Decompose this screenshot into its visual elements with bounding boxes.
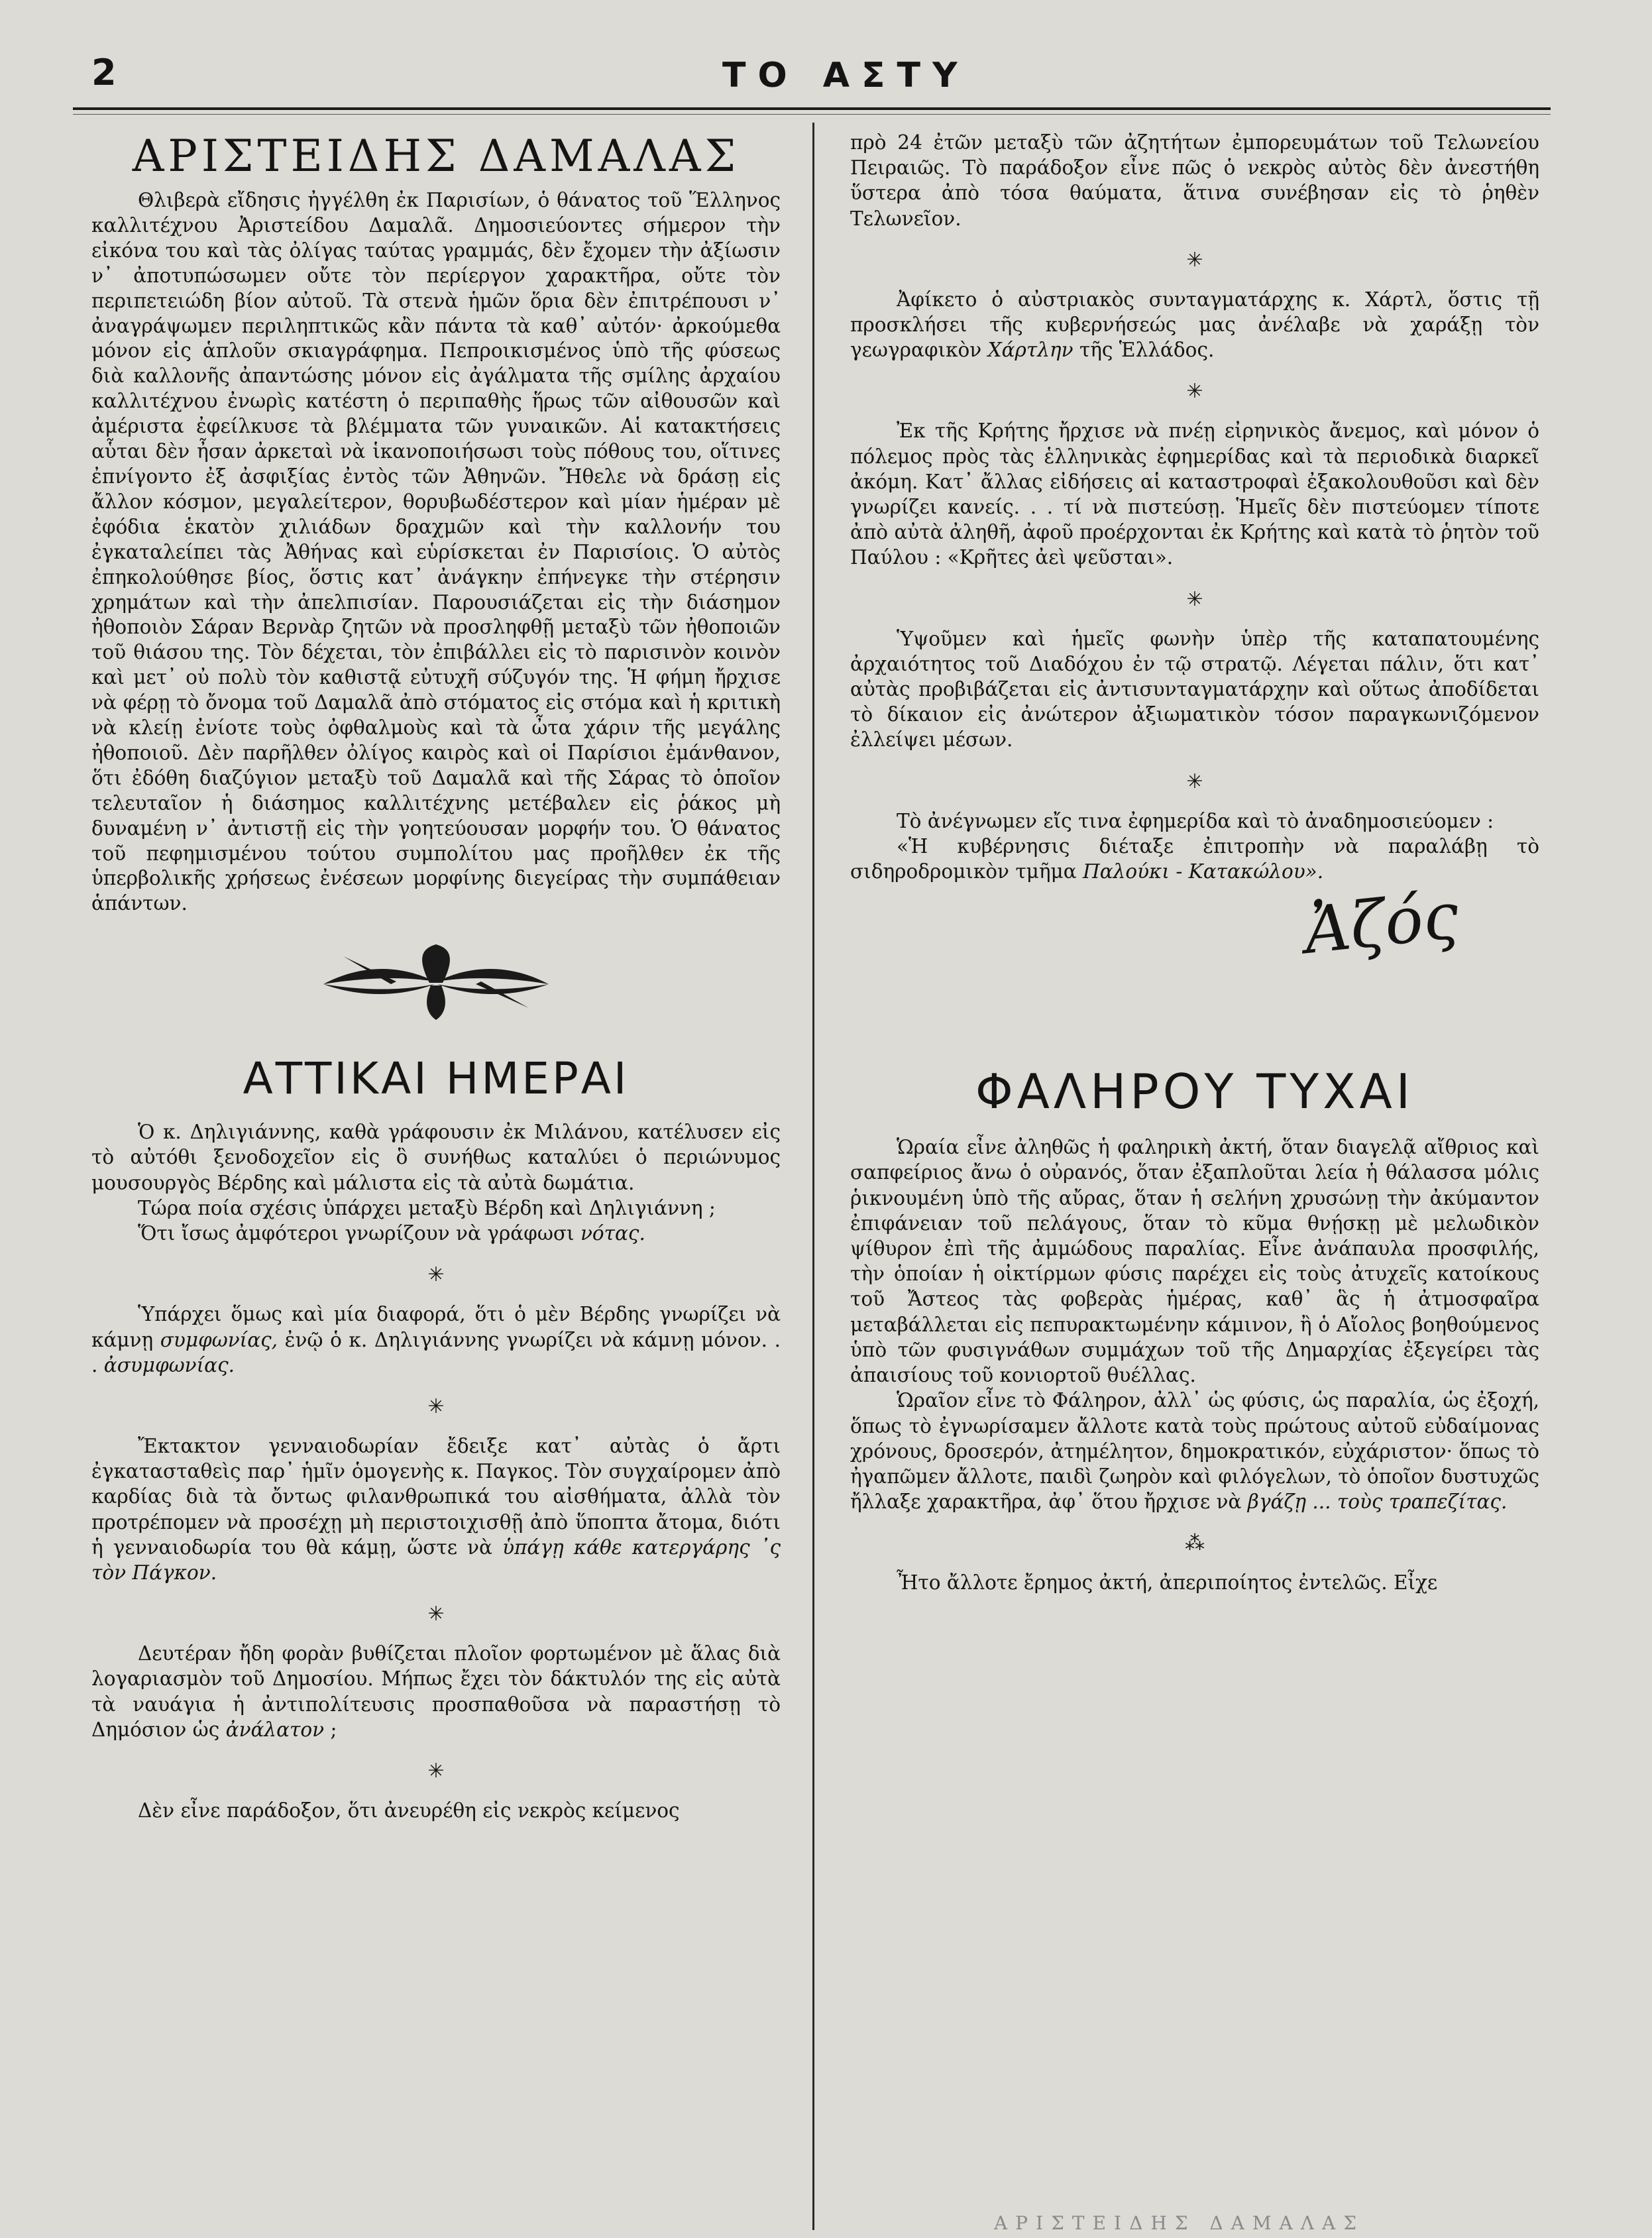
paragraph-notes: Ὅτι ἴσως ἀμφότεροι γνωρίζουν νὰ γράφωσι νότας. xyxy=(138,1222,645,1245)
asterisk-icon: ✳ xyxy=(427,1394,445,1418)
feather-ornament-icon xyxy=(317,943,555,1023)
paragraph-reprint: Τὸ ἀνέγνωμεν εἴς τινα ἐφημερίδα καὶ τὸ ἀναδημοσιεύομεν : xyxy=(897,809,1494,832)
paragraph-deligiannis: Ὁ κ. Δηλιγιάννης, καθὰ γράφουσιν ἐκ Μιλάνου, κατέλυσεν εἰς τὸ αὐτόθι ξενοδοχεῖον εἰς ὃ συνήθως καταλύει ὁ περιώνυμος μουσουργὸς Βέρδης καὶ μάλιστα εἰς τὰ αὐτὰ δωμάτια. xyxy=(91,1121,781,1194)
paragraph-crete: Ἐκ τῆς Κρήτης ἤρχισε νὰ πνέῃ εἰρηνικὸς ἄνεμος, καὶ μόνον ὁ πόλεμος πρὸς τὰς ἑλληνικὰς ἐφημερίδας καὶ τὰ περιοδικὰ διαρκεῖ ἀκόμη. Κατ᾽ ἄλλας εἰδήσεις αἱ καταστροφαὶ ἐξακολουθοῦσι καὶ δὲν γνωρίζει κανείς. . . τί νὰ πιστεύσῃ. Ἡμεῖς δὲν πιστεύομεν τίποτε ἀπὸ αὐτὰ ἀληθῆ, ἀφοῦ προέρχονται ἐκ Κρήτης καὶ κατὰ τὸ ῥητὸν τοῦ Παύλου : «Κρῆτες ἀεὶ ψεῦσται». xyxy=(850,420,1539,569)
show-through-text: ΑΡΙΣΤΕΙΔΗΣ ΔΑΜΑΛΑΣ xyxy=(994,2212,1364,2234)
italic-notes: νότας. xyxy=(580,1222,645,1245)
article-heading-damalas: ΑΡΙΣΤΕΙΔΗΣ ΔΑΜΑΛΑΣ xyxy=(132,131,740,182)
paragraph-railway-quote: «Ἡ κυβέρνησις διέταξε ἐπιτροπὴν νὰ παραλάβῃ τὸ σιδηροδρομικὸν τμῆμα Παλούκι - Κατακώλου». xyxy=(850,834,1539,883)
asterisk-icon: ✳ xyxy=(427,1602,445,1626)
paragraph-pangos: Ἔκτακτον γενναιοδωρίαν ἔδειξε κατ᾽ αὐτὰς ὁ ἄρτι ἐγκατασταθεὶς παρ᾽ ἡμῖν ὁμογενὴς κ. Παγκος. Τὸν συγχαίρομεν ἀπὸ καρδίας διὰ τὰ ὄντως φιλανθρωπικά του αἰσθήματα, ἀλλὰ τὸν προτρέπομεν νὰ προσέχῃ μὴ περιστοιχισθῇ ἀπὸ ὕποπτα ἄτομα, διότι ἡ γενναιοδωρία του θὰ κάμῃ, ὥστε νὰ ὑπάγῃ κάθε κατεργάρης ᾽ς τὸν Πάγκον. xyxy=(91,1434,781,1584)
article-heading-attikai: ΑΤΤΙΚΑΙ ΗΜΕΡΑΙ xyxy=(243,1053,630,1105)
asterism-icon: ⁂ xyxy=(1185,1532,1205,1555)
paragraph-corpse: Δὲν εἶνε παράδοξον, ὅτι ἀνευρέθη εἰς νεκρὸς κείμενος xyxy=(138,1799,680,1822)
masthead-title: ΤΟ ΑΣΤΥ xyxy=(722,56,969,95)
paragraph-faliro-past: Ἦτο ἄλλοτε ἔρημος ἀκτή, ἀπεριποίητος ἐντελῶς. Εἶχε xyxy=(897,1571,1438,1595)
paragraph-symphonies: Ὑπάρχει ὅμως καὶ μία διαφορά, ὅτι ὁ μὲν Βέρδης γνωρίζει νὰ κάμνῃ συμφωνίας, ἐνῷ ὁ κ. Δηλιγιάννης γνωρίζει νὰ κάμνῃ μόνον. . . ἀσυμφωνίας. xyxy=(91,1303,781,1376)
header-rule xyxy=(73,107,1551,110)
paragraph-customs: πρὸ 24 ἐτῶν μεταξὺ τῶν ἀζητήτων ἐμπορευμάτων τοῦ Τελωνείου Πειραιῶς. Τὸ παράδοξον εἶνε πῶς ὁ νεκρὸς αὐτὸς δὲν ἀνεστήθη ὕστερα ἀπὸ τόσα θαύματα, ἅτινα συνέβησαν εἰς τὸ ῥηθὲν Τελωνεῖον. xyxy=(850,131,1539,230)
paragraph-faliro-beach: Ὡραία εἶνε ἀληθῶς ἡ φαληρικὴ ἀκτή, ὅταν διαγελᾷ αἴθριος καὶ σαπφείριος ἄνω ὁ οὐρανός, ὅταν ἐξαπλοῦται λεία ἡ θάλασσα μόλις ῥικνουμένη ὑπὸ τῆς αὔρας, ὅταν ἡ σελήνη χρυσώνῃ τὴν ἀκύμαντον ἐπιφάνειαν τοῦ πελάγους, ὅταν τὸ κῦμα θνῄσκῃ μὲ μελωδικὸν ψίθυρον ἐπὶ τῆς ἀμμώδους παραλίας. Εἶνε ἀνάπαυλα προσφιλής, τὴν ὁποίαν ἡ οἰκτίρμων φύσις παρέχει εἰς τοὺς ἀτυχεῖς κατοίκους τοῦ Ἄστεος τὰς φοβερὰς ἡμέρας, καθ᾽ ἃς ἡ ἀτμοσφαῖρα μεταβάλλεται εἰς πεπυρακτωμένην κάμινον, ἢ ὁ Αἴολος βοηθούμενος ὑπὸ τῶν φυσιγνάθων συμμάχων τοῦ τῆς Δημαρχίας ἐξεγείρει τὰς ἀπαισίους τοῦ κονιορτοῦ θυέλλας. xyxy=(850,1136,1539,1387)
header-rule-thin xyxy=(73,114,1551,115)
asterisk-icon: ✳ xyxy=(1186,380,1203,404)
left-column xyxy=(91,130,781,1823)
asterisk-icon: ✳ xyxy=(427,1263,445,1287)
paragraph-hartl: Ἀφίκετο ὁ αὐστριακὸς συνταγματάρχης κ. Χάρτλ, ὅστις τῇ προσκλήσει τῆς κυβερνήσεώς μας ἀνέλαβε νὰ χαράξῃ τὸν γεωγραφικὸν Χάρτλην τῆς Ἑλλάδος. xyxy=(850,288,1539,362)
paragraph-salt-ship: Δευτέραν ἤδη φορὰν βυθίζεται πλοῖον φορτωμένον μὲ ἅλας διὰ λογαριασμὸν τοῦ Δημοσίου. Μήπως ἔχει τὸν δάκτυλόν της εἰς αὐτὰ τὰ ναυάγια ἡ ἀντιπολίτευσις προσπαθοῦσα νὰ παραστήσῃ τὸ Δημόσιον ὡς ἀνάλατον ; xyxy=(91,1642,781,1741)
paragraph-crown-prince: Ὑψοῦμεν καὶ ἡμεῖς φωνὴν ὑπὲρ τῆς καταπατουμένης ἀρχαιότητος τοῦ Διαδόχου ἐν τῷ στρατῷ. Λέγεται πάλιν, ὅτι κατ᾽ αὐτὰς προβιβάζεται εἰς ἀντισυνταγματάρχην καὶ οὕτως ἀποδίδεται τὸ δίκαιον εἰς ἀνώτερον ἀξιωματικὸν τόσον παραγκωνιζόμενον ἐλλείψει μέσων. xyxy=(850,627,1539,752)
asterisk-icon: ✳ xyxy=(1186,587,1203,611)
article-heading-faliro: ΦΑΛΗΡΟΥ ΤΥΧΑΙ xyxy=(975,1064,1415,1120)
asterisk-icon: ✳ xyxy=(1186,769,1203,793)
article-body-damalas: Θλιβερὰ εἴδησις ἠγγέλθη ἐκ Παρισίων, ὁ θάνατος τοῦ Ἕλληνος καλλιτέχνου Ἀριστείδου Δαμαλᾶ. Δημοσιεύοντες σήμερον τὴν εἰκόνα του καὶ τὰς ὀλίγας ταύτας γραμμάς, δὲν ἔχομεν τὴν ἀξίωσιν ν᾽ ἀποτυπώσωμεν οὔτε τὸν περίεργον χαρακτῆρα, οὔτε τὸν περιπετειώδη βίον αὐτοῦ. Τὰ στενὰ ἡμῶν ὅρια δὲν ἐπιτρέπουσι ν᾽ ἀναγράψωμεν περιληπτικῶς κἂν πάντα τὰ καθ᾽ αὐτόν· ἀρκούμεθα μόνον εἰς ἁπλοῦν σκιαγράφημα. Πεπροικισμένος ὑπὸ τῆς φύσεως διὰ καλλονῆς ἀπαντώσης μόνον εἰς ἀγάλματα τῆς σμίλης ἀρχαίου καλλιτέχνου ἐνωρὶς κατέστη ὁ περιπαθὴς ἥρως τῶν αἰθουσῶν καὶ ἀμέριστα ἐφείλκυσε τὰ βλέμματα τῶν γυναικῶν. Αἱ κατακτήσεις αὗται δὲν ἦσαν ἀρκεταὶ νὰ ἱκανοποιήσωσι τοὺς πόθους του, οἵτινες ἐπνίγοντο ἐξ ἀσφιξίας ἐντὸς τῶν Ἀθηνῶν. Ἤθελε νὰ δράσῃ εἰς ἄλλον κόσμον, μεγαλείτερον, θορυβωδέστερον καὶ μίαν ἡμέραν μὲ ἐφόδια ἑκατὸν χιλιάδων δραχμῶν καὶ τὴν καλλονήν του ἐγκαταλείπει τὰς Ἀθήνας καὶ εὑρίσκεται ἐν Παρισίοις. Ὁ αὐτὸς ἐπηκολούθησε βίος, ὅστις κατ᾽ ἀνάγκην ἐπήνεγκε τὴν στέρησιν χρημάτων καὶ τὴν ἀπελπισίαν. Παρουσιάζεται εἰς τὴν διάσημον ἠθοποιὸν Σάραν Βερνὰρ ζητῶν νὰ προσληφθῇ μεταξὺ τῶν ἠθοποιῶν τοῦ θιάσου της. Τὸν δέχεται, τὸν ἐπιβάλλει εἰς τὸ παρισινὸν κοινὸν καὶ μετ᾽ οὐ πολὺ τὸν καθιστᾷ εὐτυχῆ σύζυγόν της. Ἡ φήμη ἤρχισε νὰ φέρῃ τὸ ὄνομα τοῦ Δαμαλᾶ ἀπὸ στόματος εἰς στόμα καὶ ἡ κριτικὴ νὰ κλείῃ ἐνίοτε τοὺς ὀφθαλμοὺς καὶ τὰ ὦτα χάριν τῆς μεγάλης ἠθοποιοῦ. Δὲν παρῆλθεν ὀλίγος καιρὸς καὶ οἱ Παρίσιοι ἐμάνθανον, ὅτι ἐδόθη διαζύγιον μεταξὺ τοῦ Δαμαλᾶ καὶ τῆς Σάρας τὸ ὁποῖον τελευταῖον ἡ διάσημος καλλιτέχνης μετέβαλεν εἰς ῥάκος μὴ δυναμένη ν᾽ ἀντιστῇ εἰς τὴν γοητεύουσαν μορφήν του. Ὁ θάνατος τοῦ πεφημισμένου τούτου συμπολίτου μας προῆλθεν ἐκ τῆς ὑπερβολικῆς χρήσεως ἐνέσεων μορφίνης διεγείρας τὴν συμπάθειαν ἁπάντων. xyxy=(91,189,781,915)
page-number: 2 xyxy=(91,52,117,93)
right-column xyxy=(850,130,1539,1596)
asterisk-icon: ✳ xyxy=(427,1759,445,1783)
column-divider xyxy=(812,123,814,2230)
paragraph-faliro-nature: Ὡραῖον εἶνε τὸ Φάληρον, ἀλλ᾽ ὡς φύσις, ὡς παραλία, ὡς ἐξοχή, ὅπως τὸ ἐγνωρίσαμεν ἄλλοτε κατὰ τοὺς πρώτους αὐτοῦ εὐδαίμονας χρόνους, δροσερόν, ἀτημέλητον, δημοκρατικόν, εὐχάριστον· ὅπως τὸ ἠγαπῶμεν ἄλλοτε, παιδὶ ζωηρὸν καὶ φιλόγελων, τὸ ὁποῖον δυστυχῶς ἤλλαξε χαρακτῆρα, ἀφ᾽ ὅτου ἤρχισε νὰ βγάζῃ ... τοὺς τραπεζίτας. xyxy=(850,1389,1539,1514)
asterisk-icon: ✳ xyxy=(1186,248,1203,272)
signature: Ἀζός xyxy=(1300,878,1462,969)
paragraph-verdi-question: Τώρα ποία σχέσις ὑπάρχει μεταξὺ Βέρδη καὶ Δηλιγιάννη ; xyxy=(138,1196,716,1219)
